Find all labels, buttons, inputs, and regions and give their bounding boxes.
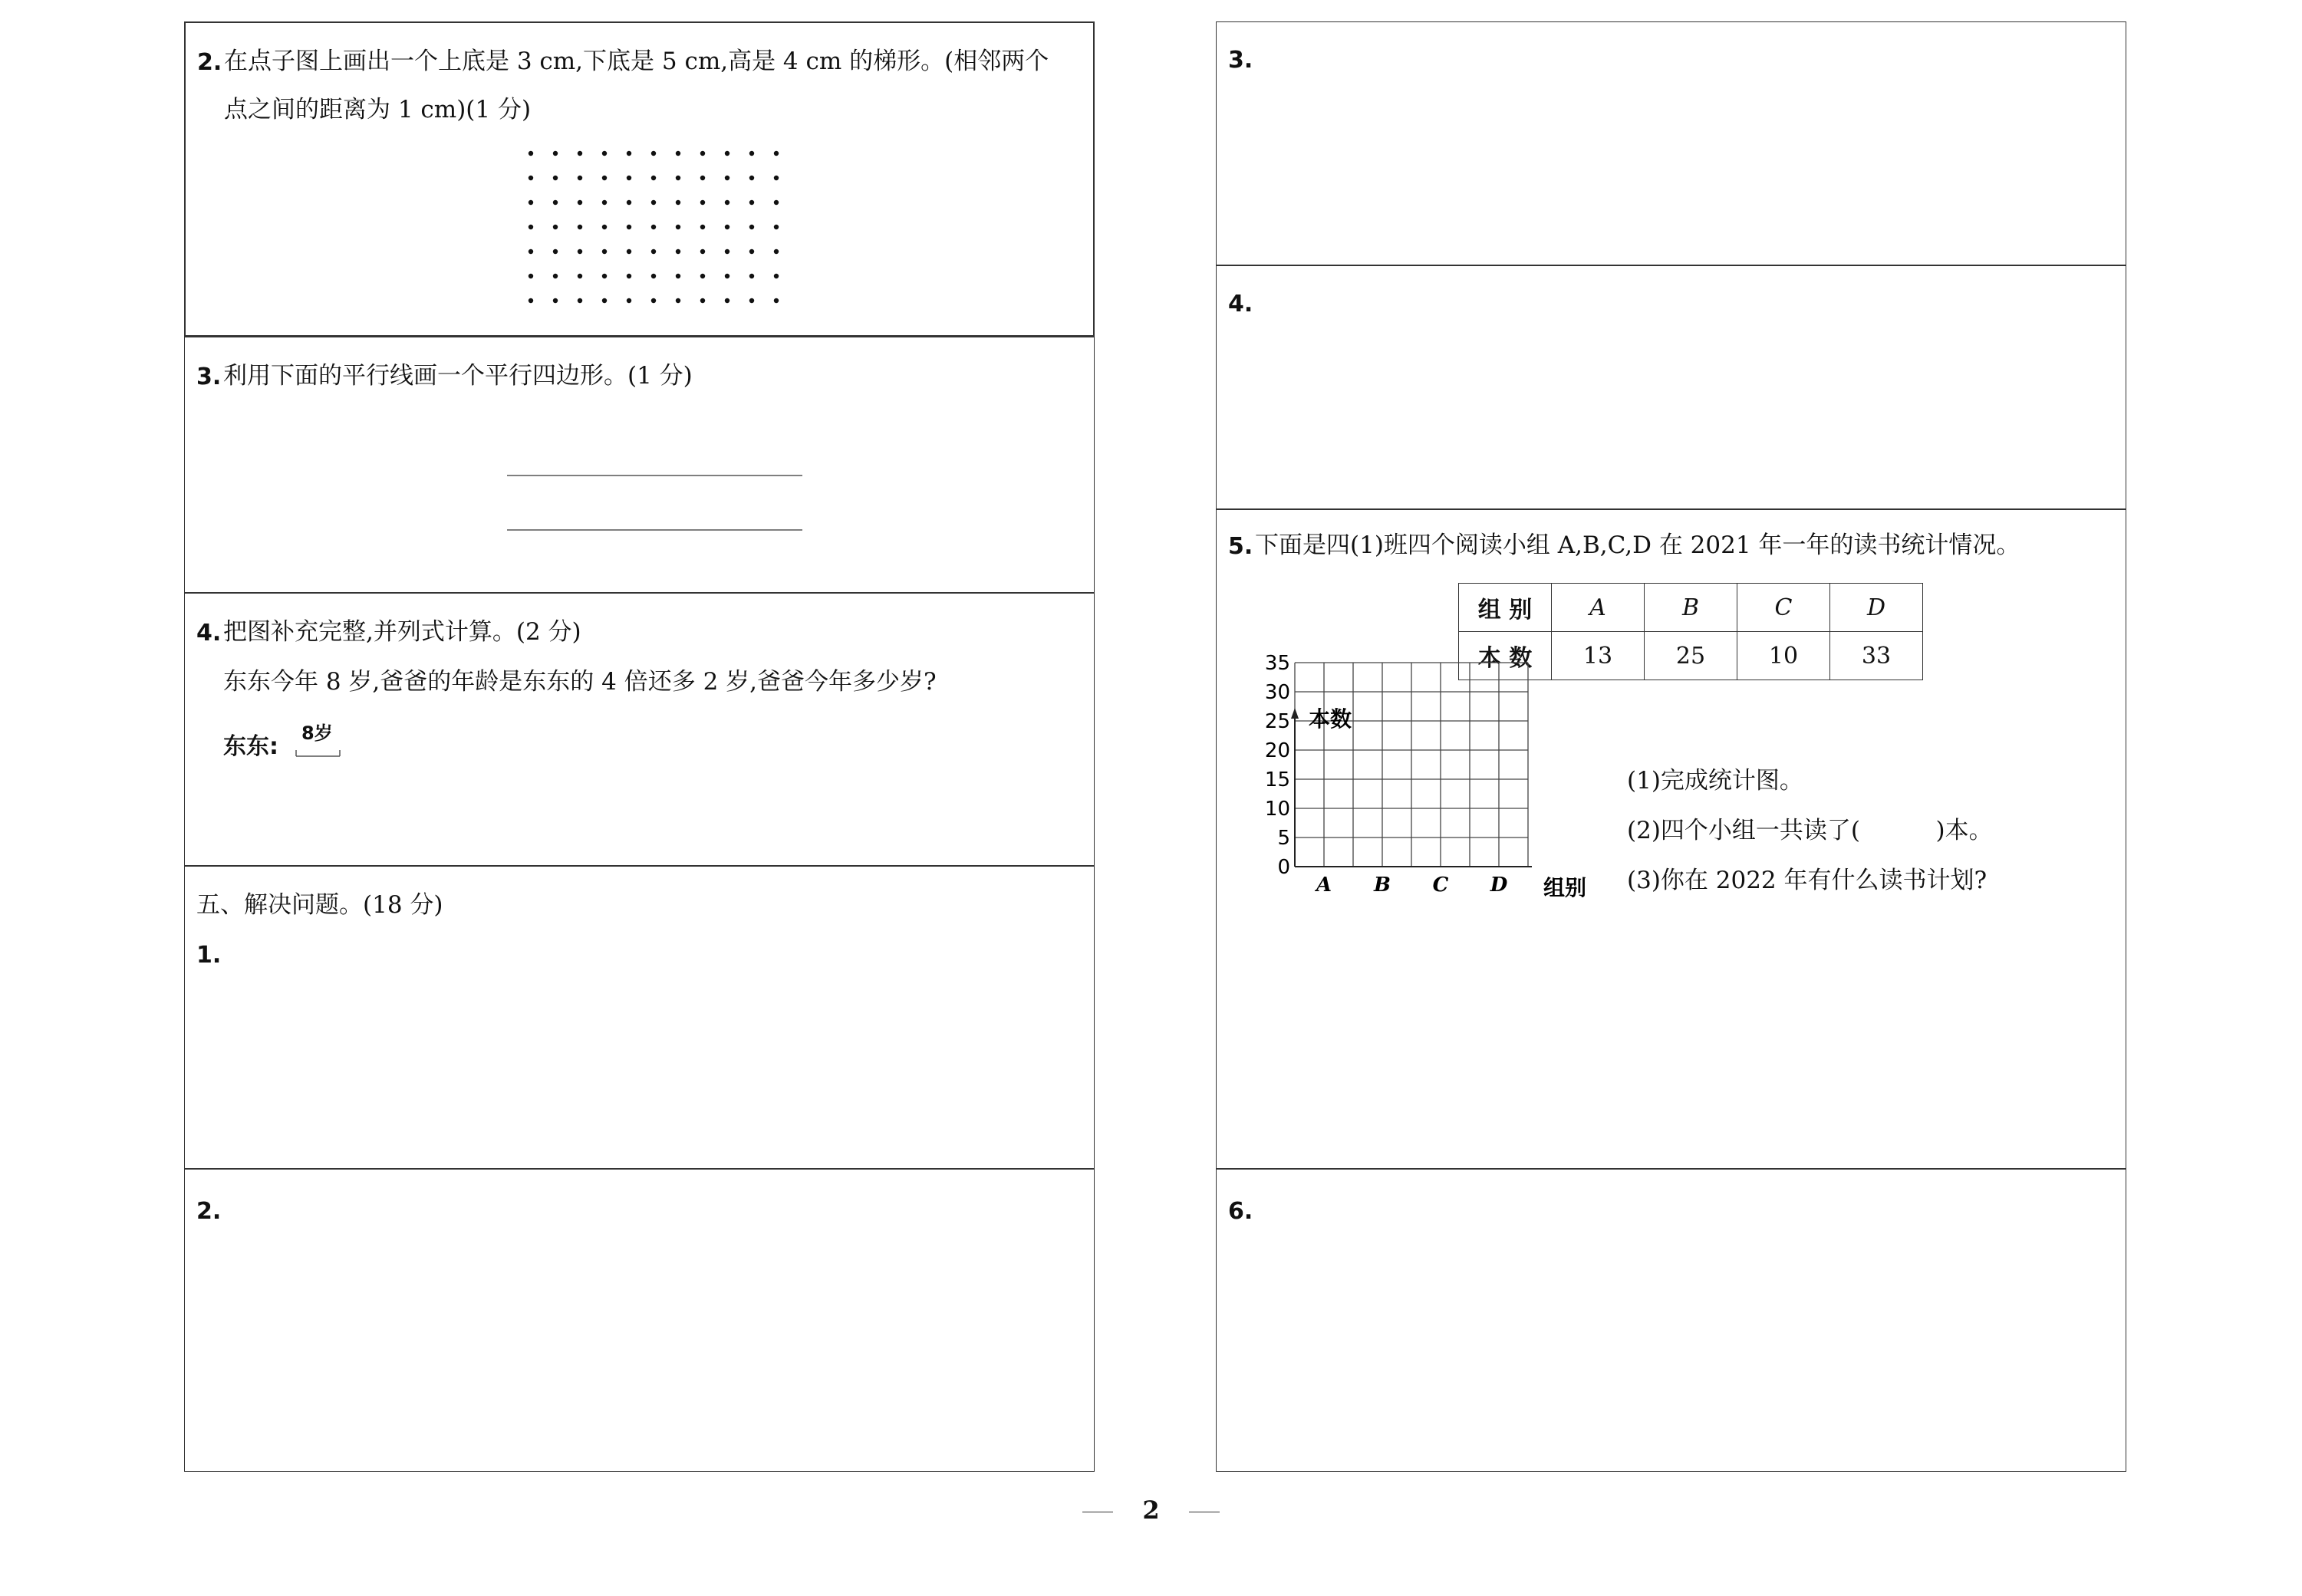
- grid-dot[interactable]: [749, 298, 754, 303]
- grid-dot[interactable]: [700, 151, 705, 156]
- grid-dot[interactable]: [725, 225, 729, 229]
- grid-dot[interactable]: [676, 200, 680, 205]
- grid-dot[interactable]: [529, 151, 533, 156]
- grid-dot[interactable]: [529, 249, 533, 254]
- y-tick-label: 0: [1277, 856, 1290, 879]
- grid-dot[interactable]: [676, 249, 680, 254]
- y-tick-label: 5: [1277, 827, 1290, 850]
- grid-dot[interactable]: [627, 274, 631, 278]
- y-tick-label: 20: [1264, 739, 1290, 762]
- question-number: 6.: [1228, 1198, 1253, 1225]
- question-5-box: [1216, 509, 2126, 1169]
- grid-dot[interactable]: [529, 176, 533, 180]
- page-footer: [0, 1496, 2302, 1525]
- grid-dot[interactable]: [725, 298, 729, 303]
- grid-dot[interactable]: [774, 225, 779, 229]
- grid-dot[interactable]: [529, 298, 533, 303]
- segment-row-label: 东东:: [223, 733, 278, 760]
- y-tick-label: 30: [1264, 681, 1290, 704]
- grid-dot[interactable]: [553, 298, 558, 303]
- question-text: 把图补充完整,并列式计算。(2 分): [223, 618, 581, 646]
- question-text: 下面是四(1)班四个阅读小组 A,B,C,D 在 2021 年一年的读书统计情况。: [1255, 531, 2020, 559]
- grid-dot[interactable]: [578, 151, 582, 156]
- grid-dot[interactable]: [578, 176, 582, 180]
- grid-dot[interactable]: [627, 151, 631, 156]
- grid-dot[interactable]: [749, 249, 754, 254]
- question-3-answer-box: [1216, 21, 2126, 265]
- grid-dot[interactable]: [553, 200, 558, 205]
- question-4-box: [184, 593, 1095, 866]
- x-category-label: D: [1490, 874, 1508, 897]
- grid-dot[interactable]: [627, 200, 631, 205]
- sub-question-1: (1)完成统计图。: [1627, 767, 1803, 795]
- grid-dot[interactable]: [725, 176, 729, 180]
- grid-dot[interactable]: [553, 249, 558, 254]
- right-column: [1216, 21, 2126, 1472]
- grid-dot[interactable]: [700, 249, 705, 254]
- grid-dot[interactable]: [774, 249, 779, 254]
- section-5-q2-box: [184, 1169, 1095, 1472]
- table-cell: 25: [1645, 632, 1737, 680]
- grid-dot[interactable]: [700, 176, 705, 180]
- y-axis-arrow-icon: [1291, 708, 1299, 719]
- grid-dot[interactable]: [651, 298, 656, 303]
- grid-dot[interactable]: [676, 298, 680, 303]
- grid-dot[interactable]: [725, 274, 729, 278]
- segment-bar: [292, 739, 346, 762]
- table-cell: A: [1552, 584, 1645, 632]
- question-number: 3.: [1228, 47, 1253, 74]
- grid-dot[interactable]: [602, 176, 607, 180]
- question-number: 4.: [196, 620, 222, 647]
- question-number: 4.: [1228, 291, 1253, 318]
- grid-dot[interactable]: [774, 176, 779, 180]
- x-axis-title: 组别: [1543, 875, 1587, 900]
- grid-dot[interactable]: [529, 225, 533, 229]
- question-text-line-2: 点之间的距离为 1 cm)(1 分): [224, 96, 532, 123]
- table-header-cell: 本 数: [1459, 632, 1552, 680]
- grid-dot[interactable]: [651, 225, 656, 229]
- grid-dot[interactable]: [529, 274, 533, 278]
- grid-dot[interactable]: [676, 176, 680, 180]
- grid-dot[interactable]: [553, 274, 558, 278]
- question-number: 2.: [196, 1198, 222, 1225]
- grid-dot[interactable]: [627, 225, 631, 229]
- grid-dot[interactable]: [602, 274, 607, 278]
- problem-text: 东东今年 8 岁,爸爸的年龄是东东的 4 倍还多 2 岁,爸爸今年多少岁?: [223, 668, 937, 696]
- y-axis-title: 本数: [1309, 706, 1352, 732]
- grid-dot[interactable]: [578, 225, 582, 229]
- table-header-cell: 组 别: [1459, 584, 1552, 632]
- grid-dot[interactable]: [553, 176, 558, 180]
- grid-dot[interactable]: [578, 249, 582, 254]
- question-text: 利用下面的平行线画一个平行四边形。(1 分): [223, 362, 693, 390]
- question-6-box: [1216, 1169, 2126, 1472]
- question-number: 5.: [1228, 533, 1253, 560]
- segment-length-label: 8岁: [301, 722, 333, 744]
- grid-dot[interactable]: [774, 274, 779, 278]
- grid-dot[interactable]: [651, 274, 656, 278]
- grid-dot[interactable]: [602, 298, 607, 303]
- section-title: 五、解决问题。(18 分): [196, 891, 443, 919]
- grid-dot[interactable]: [651, 249, 656, 254]
- grid-dot[interactable]: [651, 176, 656, 180]
- question-3-box: [184, 337, 1095, 593]
- y-tick-label: 25: [1264, 710, 1290, 733]
- grid-dot[interactable]: [749, 225, 754, 229]
- grid-dot[interactable]: [627, 249, 631, 254]
- grid-dot[interactable]: [578, 200, 582, 205]
- grid-dot[interactable]: [749, 151, 754, 156]
- grid-dot[interactable]: [529, 200, 533, 205]
- grid-dot[interactable]: [602, 249, 607, 254]
- grid-dot[interactable]: [774, 200, 779, 205]
- dot-grid[interactable]: [523, 146, 792, 330]
- grid-dot[interactable]: [725, 249, 729, 254]
- grid-dot[interactable]: [651, 151, 656, 156]
- parallel-lines[interactable]: [503, 460, 810, 537]
- y-tick-label: 10: [1264, 798, 1290, 821]
- grid-dot[interactable]: [578, 274, 582, 278]
- grid-dot[interactable]: [553, 225, 558, 229]
- grid-dot[interactable]: [700, 225, 705, 229]
- grid-dot[interactable]: [749, 274, 754, 278]
- table-row: [1459, 584, 1923, 632]
- grid-dot[interactable]: [651, 200, 656, 205]
- x-category-label: C: [1432, 874, 1449, 897]
- x-category-label: A: [1316, 874, 1332, 897]
- grid-dot[interactable]: [553, 151, 558, 156]
- question-number: 2.: [197, 49, 222, 76]
- question-text-line-1: 在点子图上画出一个上底是 3 cm,下底是 5 cm,高是 4 cm 的梯形。(相邻两个: [224, 48, 1049, 75]
- grid-dot[interactable]: [700, 274, 705, 278]
- grid-dot[interactable]: [700, 298, 705, 303]
- grid-dot[interactable]: [725, 151, 729, 156]
- question-4-answer-box: [1216, 265, 2126, 509]
- table-cell: C: [1737, 584, 1830, 632]
- grid-dot[interactable]: [749, 200, 754, 205]
- question-number: 3.: [196, 364, 222, 390]
- page-number: 2: [1142, 1496, 1160, 1525]
- grid-dot[interactable]: [627, 176, 631, 180]
- table-cell: 13: [1552, 632, 1645, 680]
- grid-dot[interactable]: [676, 225, 680, 229]
- grid-dot[interactable]: [774, 151, 779, 156]
- grid-dot[interactable]: [774, 298, 779, 303]
- grid-dot[interactable]: [602, 151, 607, 156]
- grid-dot[interactable]: [725, 200, 729, 205]
- table-cell: D: [1830, 584, 1923, 632]
- question-2-box: [184, 21, 1095, 337]
- question-number: 1.: [196, 942, 222, 969]
- table-cell: 10: [1737, 632, 1830, 680]
- bar-chart-grid[interactable]: [1247, 652, 1587, 900]
- table-cell: 33: [1830, 632, 1923, 680]
- grid-dot[interactable]: [627, 298, 631, 303]
- left-column: [184, 21, 1095, 1472]
- grid-dot[interactable]: [602, 200, 607, 205]
- grid-dot[interactable]: [578, 298, 582, 303]
- y-tick-label: 15: [1264, 768, 1290, 791]
- grid-dot[interactable]: [676, 274, 680, 278]
- section-5-q1-box: [184, 866, 1095, 1169]
- grid-dot[interactable]: [700, 200, 705, 205]
- y-tick-label: 35: [1264, 652, 1290, 675]
- table-cell: B: [1645, 584, 1737, 632]
- sub-question-3: (3)你在 2022 年有什么读书计划?: [1627, 867, 1987, 894]
- sub-question-2: (2)四个小组一共读了( )本。: [1627, 817, 1993, 844]
- x-category-label: B: [1374, 874, 1391, 897]
- grid-dot[interactable]: [676, 151, 680, 156]
- grid-dot[interactable]: [749, 176, 754, 180]
- grid-dot[interactable]: [602, 225, 607, 229]
